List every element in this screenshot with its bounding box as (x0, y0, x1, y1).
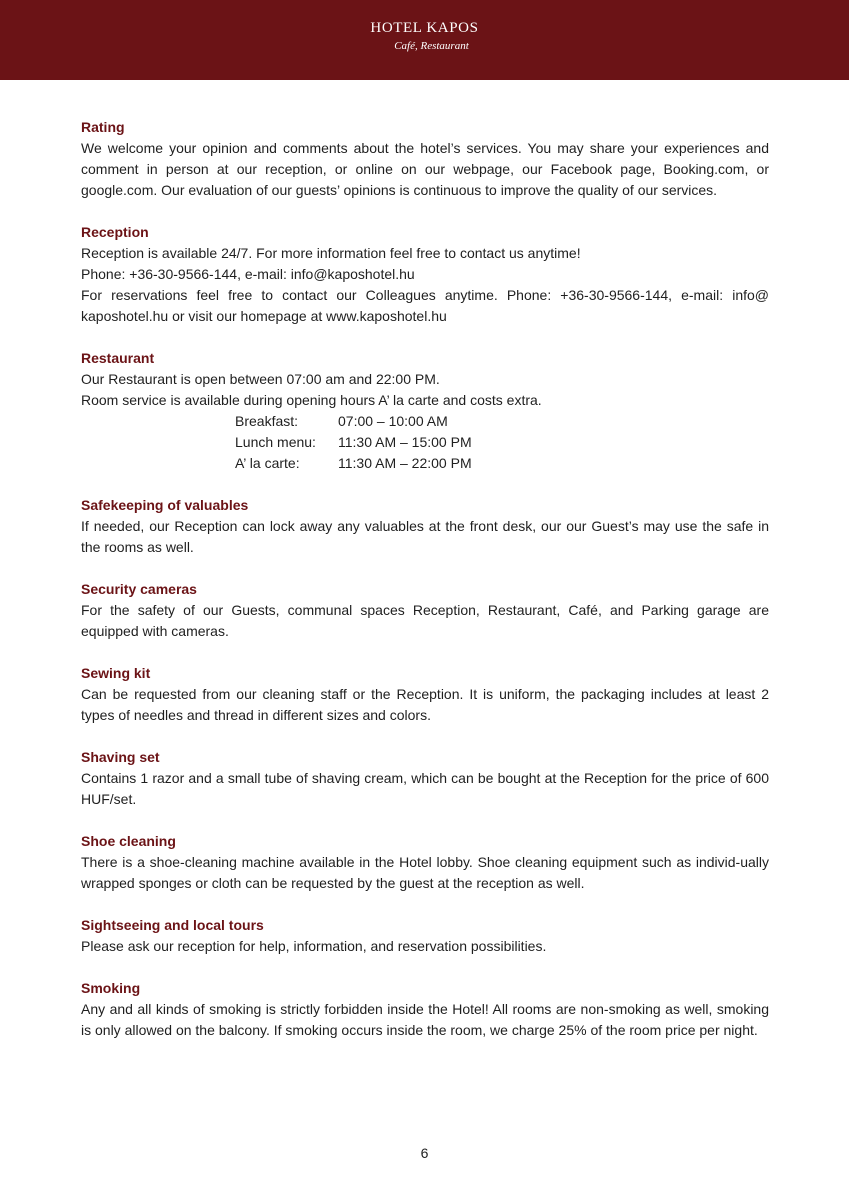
section-text: For the safety of our Guests, communal spaces Reception, Restaurant, Café, and Parking garage are equipped with cameras. (81, 602, 769, 639)
section-reception (81, 222, 769, 327)
section-text: If needed, our Reception can lock away any valuables at the front desk, our our Guest’s may use the safe in the rooms as well. (81, 518, 769, 555)
section-restaurant (81, 348, 769, 474)
section-title: Sewing kit (81, 665, 151, 681)
section-text: We welcome your opinion and comments about the hotel’s services. You may share your experiences and comment in person at our reception, or online on our webpage, our Facebook page, Booking.com, or google.com. Our evaluation of our guests’ opinions is continuous to improve the quality of our services. (81, 140, 769, 198)
meal-hours-table (235, 411, 769, 474)
header-band (0, 0, 849, 80)
hours-row (235, 453, 769, 474)
section-title: Shaving set (81, 749, 160, 765)
section-title: Security cameras (81, 581, 197, 597)
section-title: Rating (81, 119, 125, 135)
page-content (81, 117, 769, 1062)
section-shaving-set (81, 747, 769, 810)
section-smoking (81, 978, 769, 1041)
reception-reservations: For reservations feel free to contact our Colleagues anytime. Phone: +36-30-9566-144, e-mail: info@ kaposhotel.hu or visit our homepage at www.kaposhotel.hu (81, 287, 769, 324)
hours-label: A’ la carte: (235, 455, 300, 471)
hours-label: Lunch menu: (235, 434, 316, 450)
section-title: Sightseeing and local tours (81, 917, 264, 933)
section-title: Reception (81, 224, 149, 240)
logo-title: HOTEL KAPOS (370, 20, 479, 36)
reception-availability: Reception is available 24/7. For more information feel free to contact us anytime! (81, 245, 581, 261)
section-title: Restaurant (81, 350, 155, 366)
hours-label: Breakfast: (235, 413, 299, 429)
section-title: Safekeeping of valuables (81, 497, 249, 513)
logo-subtitle: Café, Restaurant (394, 40, 469, 52)
room-service-note: Room service is available during opening hours A’ la carte and costs extra. (81, 392, 542, 408)
restaurant-opening: Our Restaurant is open between 07:00 am and 22:00 PM. (81, 371, 440, 387)
hours-time: 07:00 – 10:00 AM (338, 413, 448, 429)
reception-contact: Phone: +36-30-9566-144, e-mail: info@kaposhotel.hu (81, 266, 415, 282)
section-rating (81, 117, 769, 201)
section-text: There is a shoe-cleaning machine available in the Hotel lobby. Shoe cleaning equipment such as individ-ually wrapped sponges or cloth can be requested by the guest at the reception as well. (81, 854, 769, 891)
hours-row (235, 432, 769, 453)
hours-row (235, 411, 769, 432)
section-text: Please ask our reception for help, information, and reservation possibilities. (81, 938, 547, 954)
section-security-cameras (81, 579, 769, 642)
hotel-logo (0, 19, 849, 53)
section-text: Can be requested from our cleaning staff or the Reception. It is uniform, the packaging includes at least 2 types of needles and thread in different sizes and colors. (81, 686, 769, 723)
section-sightseeing (81, 915, 769, 957)
section-valuables (81, 495, 769, 558)
section-shoe-cleaning (81, 831, 769, 894)
page-number: 6 (420, 1145, 429, 1161)
section-title: Smoking (81, 980, 141, 996)
section-text: Any and all kinds of smoking is strictly forbidden inside the Hotel! All rooms are non-smoking as well, smoking is only allowed on the balcony. If smoking occurs inside the room, we charge 25% of the room price per night. (81, 1001, 769, 1038)
section-title: Shoe cleaning (81, 833, 176, 849)
section-sewing-kit (81, 663, 769, 726)
hours-time: 11:30 AM – 15:00 PM (338, 434, 472, 450)
hours-time: 11:30 AM – 22:00 PM (338, 455, 472, 471)
section-text: Contains 1 razor and a small tube of shaving cream, which can be bought at the Reception for the price of 600 HUF/set. (81, 770, 769, 807)
